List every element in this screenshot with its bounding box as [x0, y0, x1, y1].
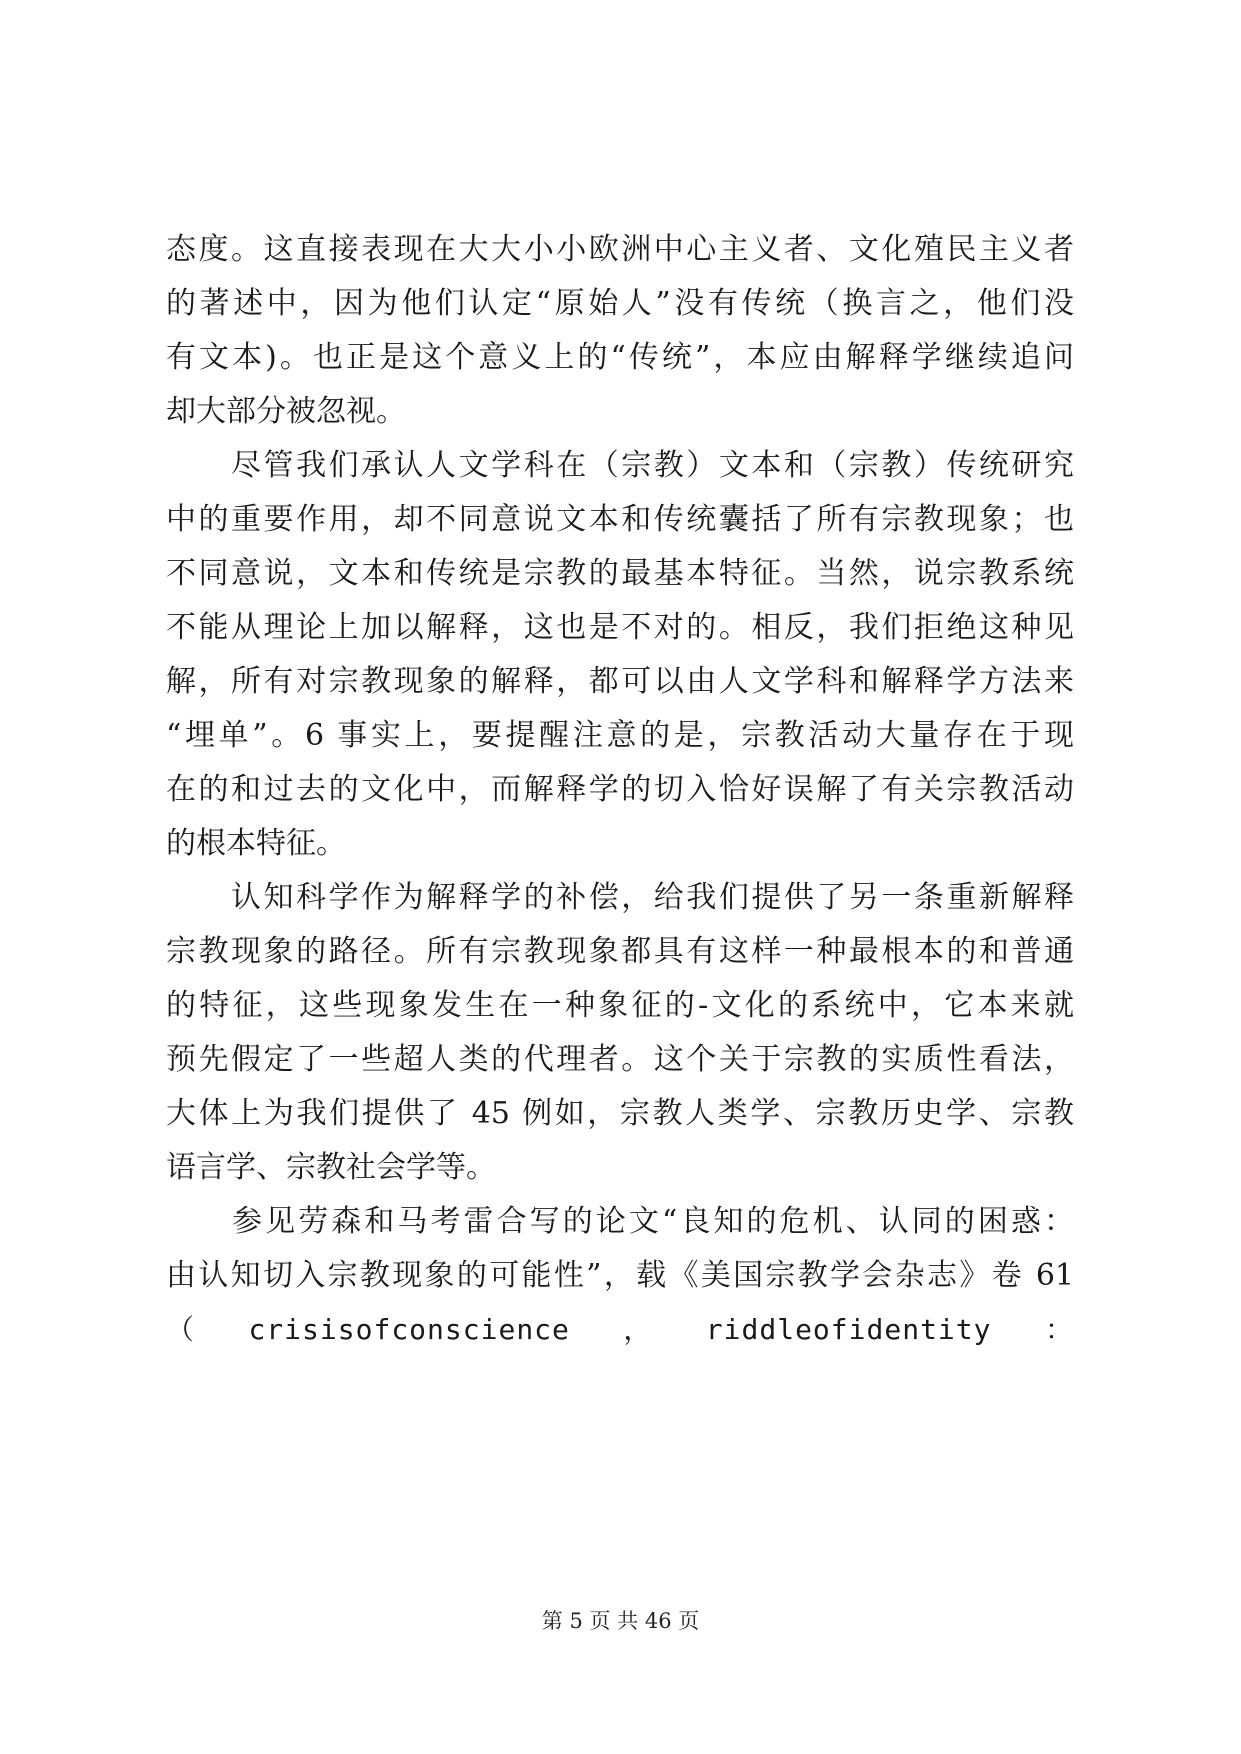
text-line: 宗教现象的路径。所有宗教现象都具有这样一种最根本的和普通: [166, 934, 1074, 969]
text-line: 参见劳森和马考雷合写的论文“良知的危机、认同的困惑：: [166, 1204, 1074, 1239]
text-fragment: ：: [1044, 1313, 1074, 1346]
text-line: 却大部分被忽视。: [166, 394, 406, 429]
text-line: 态度。这直接表现在大大小小欧洲中心主义者、文化殖民主义者: [166, 232, 1074, 267]
text-line: 的特征，这些现象发生在一种象征的-文化的系统中，它本来就: [166, 988, 1074, 1023]
text-line: 在的和过去的文化中，而解释学的切入恰好误解了有关宗教活动: [166, 772, 1074, 807]
text-line: 中的重要作用，却不同意说文本和传统囊括了所有宗教现象；也: [166, 502, 1074, 537]
text-line: 预先假定了一些超人类的代理者。这个关于宗教的实质性看法，: [166, 1042, 1074, 1077]
text-line: 解，所有对宗教现象的解释，都可以由人文学科和解释学方法来: [166, 664, 1074, 699]
text-line: 大体上为我们提供了 45 例如，宗教人类学、宗教历史学、宗教: [166, 1096, 1074, 1131]
text-line: 由认知切入宗教现象的可能性”，载《美国宗教学会杂志》卷 61: [166, 1258, 1074, 1293]
page-footer: 第 5 页 共 46 页: [541, 1609, 700, 1633]
text-line: 认知科学作为解释学的补偿，给我们提供了另一条重新解释: [166, 880, 1074, 915]
text-line: 有文本)。也正是这个意义上的“传统”，本应由解释学继续追问: [166, 340, 1074, 375]
text-line: 语言学、宗教社会学等。: [166, 1150, 496, 1185]
text-fragment: riddleofidentity: [705, 1313, 992, 1346]
text-line: 尽管我们承认人文学科在（宗教）文本和（宗教）传统研究: [166, 448, 1074, 483]
text-line: 不能从理论上加以解释，这也是不对的。相反，我们拒绝这种见: [166, 610, 1074, 645]
text-line: 不同意说，文本和传统是宗教的最基本特征。当然，说宗教系统: [166, 556, 1074, 591]
text-line: 的著述中，因为他们认定“原始人”没有传统（换言之，他们没: [166, 286, 1074, 321]
text-fragment: ，: [623, 1313, 653, 1346]
text-fragment: （: [166, 1313, 196, 1346]
text-line: “埋单”。6 事实上，要提醒注意的是，宗教活动大量存在于现: [166, 718, 1074, 753]
text-fragment: crisisofconscience: [248, 1313, 570, 1346]
text-line-english-terms: [166, 1308, 1074, 1352]
text-line: 的根本特征。: [166, 826, 346, 861]
